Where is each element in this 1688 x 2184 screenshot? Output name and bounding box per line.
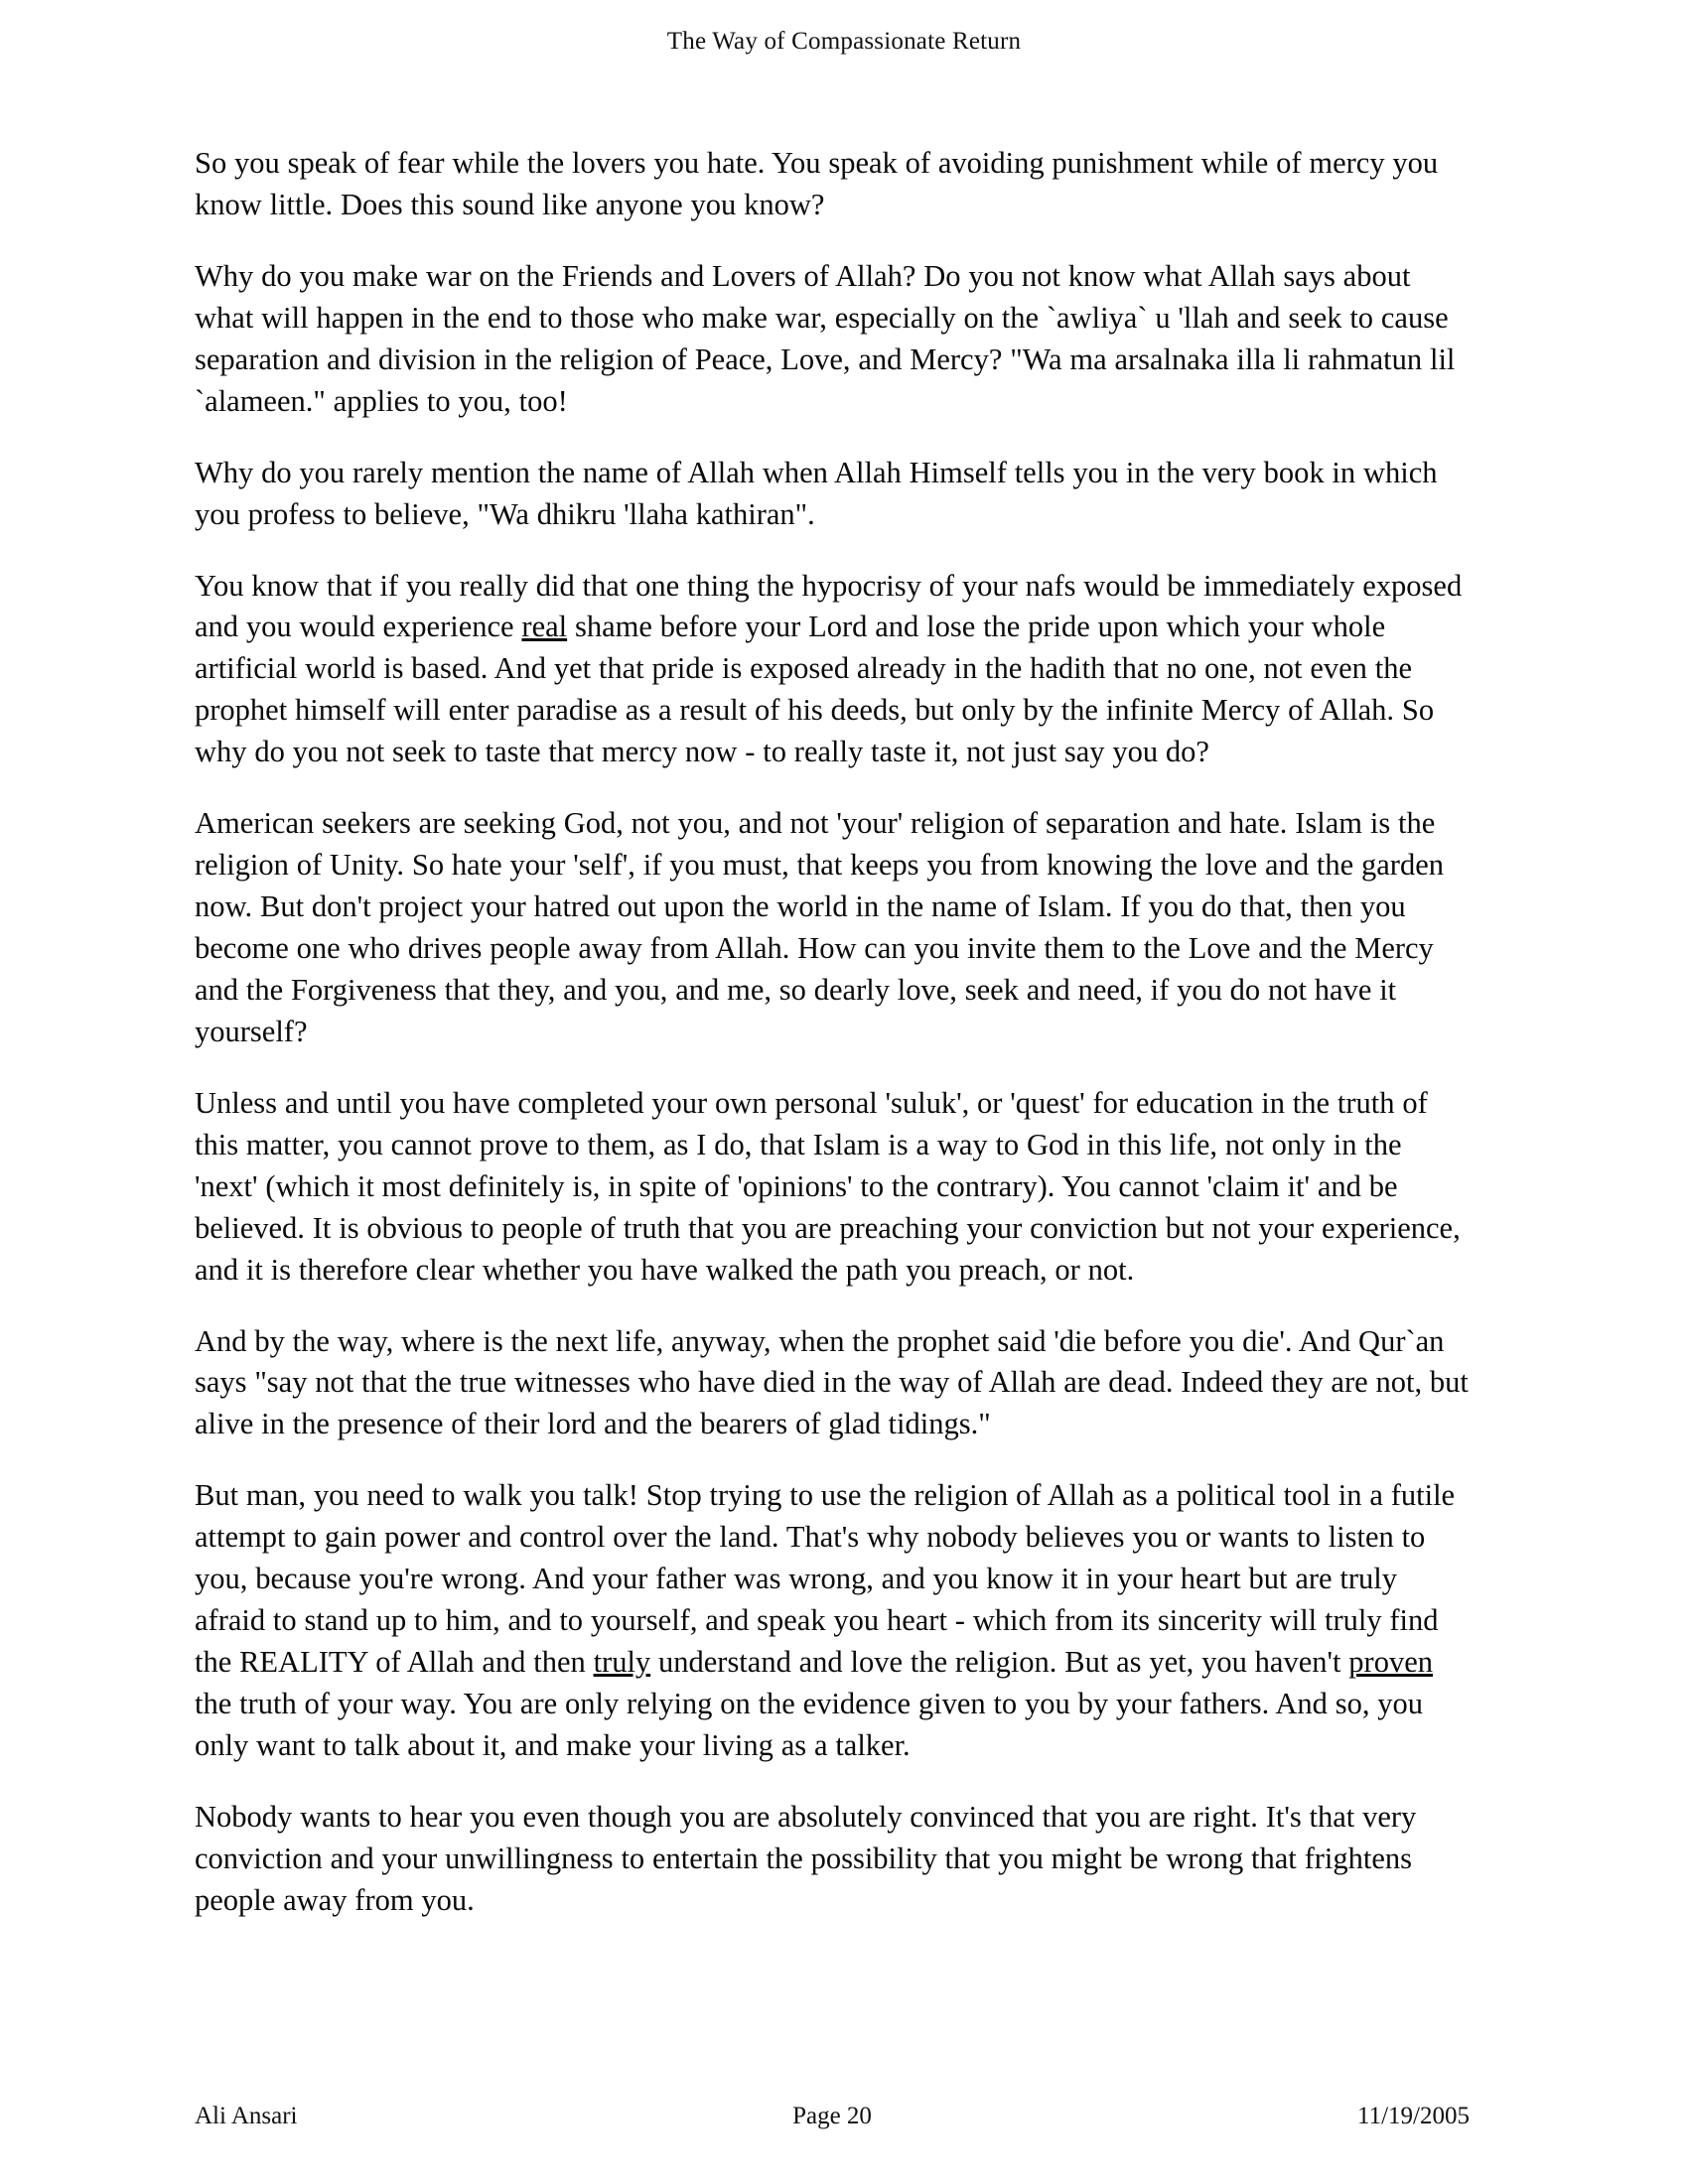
paragraph: Nobody wants to hear you even though you are absolutely convinced that you are right. It's that very conviction and your unwillingness to entertain the possibility that you might be wrong that frightens people away from you.	[195, 1799, 1417, 1917]
footer-author: Ali Ansari	[195, 2103, 298, 2129]
paragraph-text: understand and love the religion. But as yet, you haven't	[650, 1645, 1349, 1680]
paragraph	[195, 566, 1470, 774]
paragraph: And by the way, where is the next life, anyway, when the prophet said 'die before you die'. And Qur`an says "say not that the true witnesses who have died in the way of Allah are dead. Indeed they are not, but alive in the presence of their lord and the bearers of glad tidings."	[195, 1323, 1469, 1441]
footer-page-number: Page 20	[792, 2103, 872, 2129]
emphasis-underline: proven	[1348, 1645, 1433, 1680]
paragraph: American seekers are seeking God, not you, and not 'your' religion of separation and hate. Islam is the religion of Unity. So hate your 'self', if you must, that keeps you from knowing the love and the garden now. But don't project your hatred out upon the world in the name of Islam. If you do that, then you become one who drives people away from Allah. How can you invite them to the Love and the Mercy and the Forgiveness that they, and you, and me, so dearly love, seek and need, if you do not have it yourself?	[195, 806, 1444, 1048]
emphasis-underline: real	[521, 610, 568, 644]
page-footer	[195, 2103, 1470, 2130]
paragraph-text: the truth of your way. You are only relying on the evidence given to you by your fathers. And so, you only want to talk about it, and make your living as a talker.	[195, 1687, 1424, 1762]
footer-date: 11/19/2005	[1357, 2103, 1470, 2129]
paragraph	[195, 1475, 1470, 1767]
paragraph: Why do you make war on the Friends and Lovers of Allah? Do you not know what Allah says about what will happen in the end to those who make war, especially on the `awliya` u 'llah and seek to cause separation and division in the religion of Peace, Love, and Mercy? "Wa ma arsalnaka illa li rahmatun lil `alameen." applies to you, too!	[195, 258, 1456, 418]
paragraph-text: shame before your Lord and lose the pride upon which your whole artificial world is based. And yet that pride is exposed already in the hadith that no one, not even the prophet himself will enter paradise as a result of his deeds, but only by the infinite Mercy of Allah. So why do you not seek to taste that mercy now - to really taste it, not just say you do?	[195, 610, 1435, 769]
emphasis-underline: truly	[593, 1645, 651, 1680]
paragraph: So you speak of fear while the lovers you hate. You speak of avoiding punishment while of mercy you know little. Does this sound like anyone you know?	[195, 146, 1439, 221]
running-header-title: The Way of Compassionate Return	[666, 28, 1022, 55]
paragraph-text: But man, you need to walk you talk! Stop trying to use the religion of Allah as a political tool in a futile attempt to gain power and control over the land. That's why nobody believes you or wants to listen to you, because you're wrong. And your father was wrong, and you know it in your heart but are truly afraid to stand up to him, and to yourself, and speak you heart - which from its sincerity will truly find the REALITY of Allah and then	[195, 1478, 1456, 1680]
paragraph-text: You know that if you really did that one thing the hypocrisy of your nafs would be immediately exposed and you would experience	[195, 568, 1463, 644]
paragraph: Unless and until you have completed your own personal 'suluk', or 'quest' for education in the truth of this matter, you cannot prove to them, as I do, that Islam is a way to God in this life, not only in the 'next' (which it most definitely is, in spite of 'opinions' to the contrary). You cannot 'claim it' and be believed. It is obvious to people of truth that you are preaching your conviction but not your experience, and it is therefore clear whether you have walked the path you preach, or not.	[195, 1085, 1461, 1287]
paragraph: Why do you rarely mention the name of Allah when Allah Himself tells you in the very book in which you profess to believe, "Wa dhikru 'llaha kathiran".	[195, 455, 1438, 531]
document-body	[195, 143, 1470, 1922]
